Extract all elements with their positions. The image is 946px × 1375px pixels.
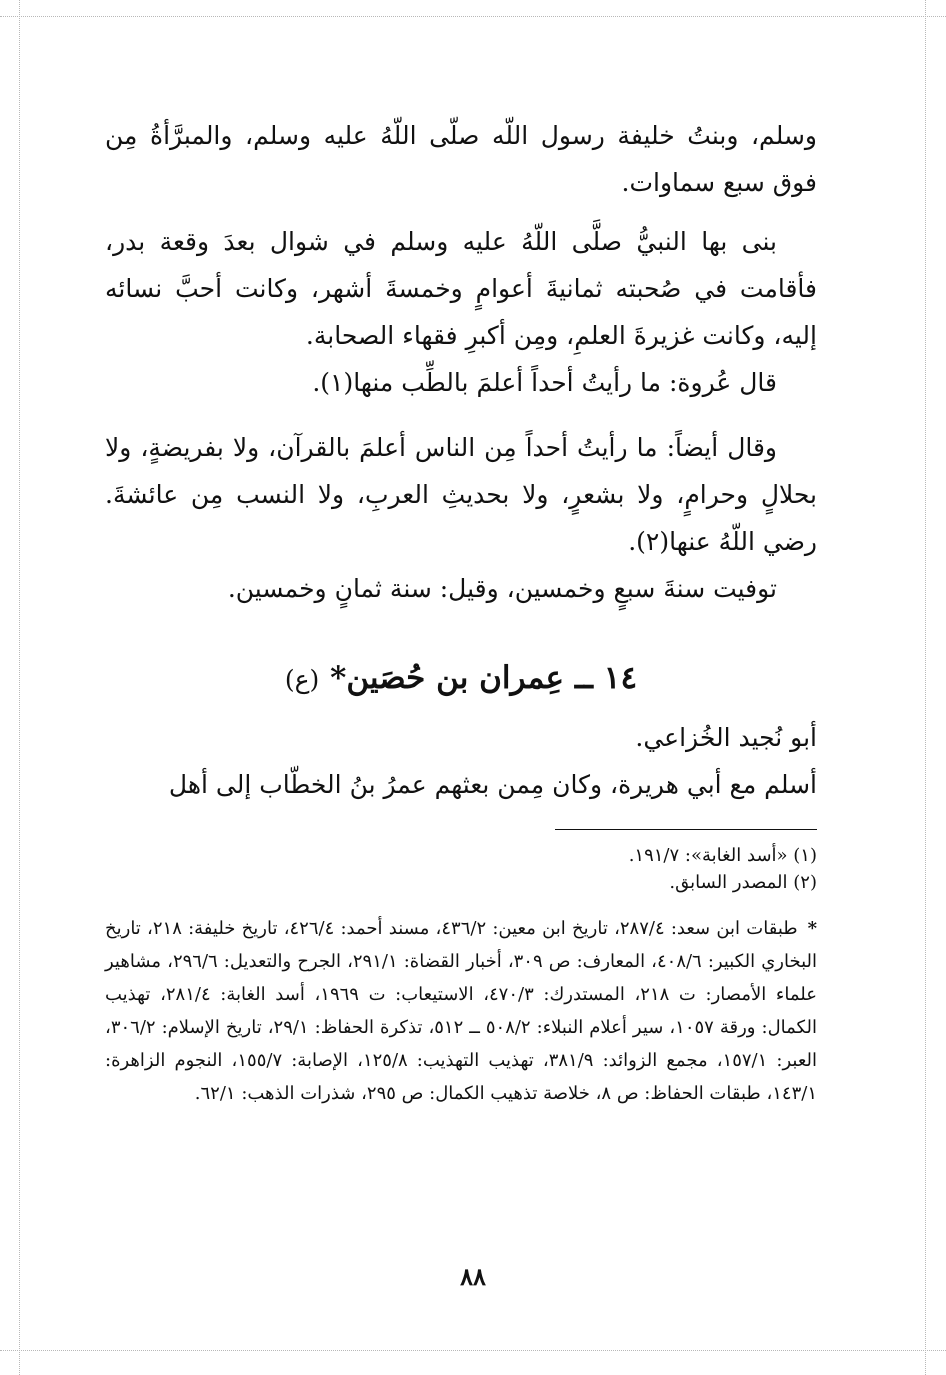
paragraph-urwa-quote-2: وقال أيضاً: ما رأيتُ أحداً مِن الناس أعلمَ بالقرآن، ولا بفريضةٍ، ولا بحلالٍ وحرامٍ، ولا بشعرٍ، ولا بحديثِ العربِ، ولا النسب مِن عائشةَ. رضي اللّهُ عنها(٢). (105, 433, 817, 556)
biography-heading (105, 658, 817, 700)
paragraph-death: توفيت سنةَ سبعٍ وخمسين، وقيل: سنة ثمانٍ وخمسين. (227, 574, 777, 603)
footnote-2: (٢) المصدر السابق. (669, 872, 817, 893)
paragraph-marriage: بنى بها النبيُّ صلَّى اللّهُ عليه وسلم في شوال بعدَ وقعة بدر، فأقامت في صُحبته ثمانيةَ أعوامٍ وخمسةَ أشهر، وكانت أحبَّ نسائه إليه، وكانت غزيرةَ العلمِ، ومِن أكبرِ فقهاء الصحابة. (105, 227, 817, 350)
heading-title: ١٤ ــ عِمران بن حُصَين* (330, 660, 638, 696)
scan-border-left (19, 0, 20, 1375)
scan-border-top (0, 16, 946, 17)
scan-border-right (925, 0, 926, 1375)
paragraph-urwa-quote: قال عُروة: ما رأيتُ أحداً أعلمَ بالطِّب منها(١). (312, 368, 777, 397)
page-number: ٨٨ (460, 1262, 486, 1291)
paragraph-kunya: أبو نُجيد الخُزاعي. (635, 723, 817, 752)
main-text-block-2 (105, 714, 817, 808)
sources-footnote (105, 912, 817, 1110)
footnotes-block (105, 842, 817, 896)
paragraph-islam: أسلم مع أبي هريرة، وكان مِمن بعثهم عمرُ بنُ الخطّاب إلى أهل (168, 770, 817, 799)
footnote-separator (555, 829, 817, 830)
footnote-star-marker: * (807, 918, 817, 939)
footnote-1: (١) «أسد الغابة»: ١٩١/٧. (628, 845, 817, 866)
scan-border-bottom (0, 1350, 946, 1351)
heading-grade: (ع) (284, 665, 320, 694)
main-text-block-1 (105, 112, 817, 612)
paragraph-continuation: وسلم، وبنتُ خليفة رسول اللّه صلّى اللّهُ عليه وسلم، والمبرَّأةُ مِن فوق سبع سماوات. (105, 121, 817, 197)
sources-list: طبقات ابن سعد: ٢٨٧/٤، تاريخ ابن معين: ٤٣٦/٢، مسند أحمد: ٤٢٦/٤، تاريخ خليفة: ٢١٨، تاريخ البخاري الكبير: ٤٠٨/٦، المعارف: ص ٣٠٩، أخبار القضاة: ٢٩١/١، الجرح والتعديل: ٢٩٦/٦، مشاهير علماء الأمصار: ت ٢١٨، المستدرك: ٤٧٠/٣، الاستيعاب: ت ١٩٦٩، أسد الغابة: ٢٨١/٤، تهذيب الكمال: ورقة ١٠٥٧، سير أعلام النبلاء: ٥٠٨/٢ ــ ٥١٢، تذكرة الحفاظ: ٢٩/١، تاريخ الإسلام: ٣٠٦/٢، العبر: ١٥٧/١، مجمع الزوائد: ٣٨١/٩، تهذيب التهذيب: ١٢٥/٨، الإصابة: ١٥٥/٧، النجوم الزاهرة: ١٤٣/١، طبقات الحفاظ: ص ٨، خلاصة تذهيب الكمال: ص ٢٩٥، شذرات الذهب: ٦٢/١. (105, 918, 818, 1104)
